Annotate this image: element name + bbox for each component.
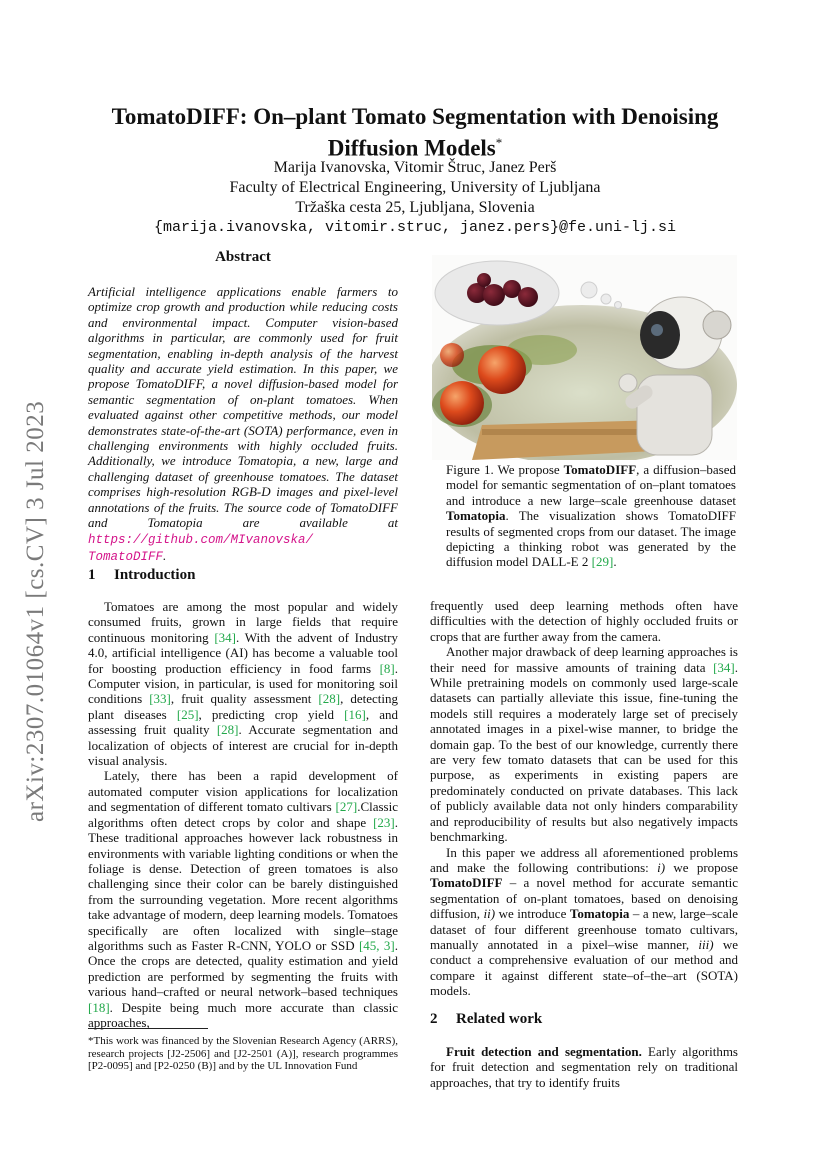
author-names: Marija Ivanovska, Vitomir Štruc, Janez Perš (273, 159, 557, 176)
arxiv-identifier: arXiv:2307.01064v1 [cs.CV] 3 Jul 2023 (22, 400, 49, 822)
citation-link[interactable]: [34] (713, 659, 735, 675)
abstract-body: Artificial intelligence applications enable farmers to optimize crop growth and production while reducing costs and environmental impact. Computer vision-based algorithms in particular, are commonly used for fruit segmentation, enabling in-depth analysis of the harvest quality and accurate yield estimation. In this paper, we propose TomatoDIFF, a novel diffusion-based model for semantic segmentation of on-plant tomatoes. When evaluated against other competitive methods, our model demonstrates state-of-the-art (SOTA) performance, even in challenging environments with highly occluded fruits. Additionally, we introduce Tomatopia, a new, large and challenging dataset of greenhouse tomatoes. The dataset comprises high-resolution RGB-D images and pixel-level annotations of the fruits. The source code of TomatoDIFF and Tomatopia are available at (88, 284, 398, 531)
citation-link[interactable]: [18] (88, 999, 110, 1015)
paper-title (80, 104, 750, 162)
intro-paragraph: Lately, there has been a rapid development of automated computer vision applications for localization and segmentation of different tomato cultivars [27].Classic algorithms often detect crops by color and shape [23]. These traditional approaches however lack robustness in environments with variable lighting conditions or when the foliage is dense. Detection of green tomatoes is also challenging since their color can be barely distinguished from the surrounding vegetation. More recent algorithms take advantage of modern, deep learning models. Tomatoes specifically are often localized with single–stage algorithms such as Faster R-CNN, YOLO or SSD [45, 3]. Once the crops are detected, quality estimation and yield prediction are performed by segmenting the fruits with various hand–crafted or neural network–based techniques [18]. Despite being much more accurate than classic approaches, (88, 768, 398, 1030)
introduction-text (88, 599, 398, 1030)
title-footnote-mark: * (495, 135, 503, 150)
right-column-text (430, 598, 738, 999)
section-heading-related-work: 2 Related work (430, 1011, 543, 1027)
figure-1-image (432, 255, 737, 460)
tomato-shape (478, 346, 526, 394)
abstract-heading: Abstract (215, 249, 271, 265)
citation-link[interactable]: [33] (149, 691, 171, 707)
tomato-shape (440, 343, 464, 367)
citation-link[interactable]: [8] (379, 660, 395, 676)
citation-link[interactable]: [23] (373, 814, 395, 830)
citation-link[interactable]: [16] (344, 706, 366, 722)
abstract-text: Artificial intelligence applications enable farmers to optimize crop growth and production while reducing costs and environmental impact. Computer vision-based algorithms in particular, are commonly used for fruit segmentation, enabling in-depth analysis of the harvest quality and accurate yield estimation. In this paper, we propose TomatoDIFF, a novel diffusion-based model for semantic segmentation of on-plant tomatoes. When evaluated against other competitive methods, our model demonstrates state-of-the-art (SOTA) performance, even in challenging environments with highly occluded fruits. Additionally, we introduce Tomatopia, a new, large and challenging dataset of greenhouse tomatoes. The dataset comprises high-resolution RGB-D images and pixel-level annotations of the fruits. The source code of TomatoDIFF and Tomatopia are available at https://github.com/MIvanovska/ TomatoDIFF. (88, 284, 398, 564)
tomato-shape (440, 381, 484, 425)
footnote-rule (88, 1028, 208, 1029)
thinking-robot-illustration (432, 255, 737, 460)
figure-1-caption: Figure 1. We propose TomatoDIFF, a diffusion–based model for semantic segmentation of on–plant tomatoes and introduce a new large–scale greenhouse dataset Tomatopia. The visualization shows TomatoDIFF results of segmented crops from our dataset. The image depicting a thinking robot was generated by the diffusion model DALL-E 2 [29]. (446, 462, 736, 570)
citation-link[interactable]: [34] (214, 629, 237, 645)
citation-link[interactable]: [25] (176, 706, 199, 722)
citation-link[interactable]: [28] (216, 722, 239, 738)
title-line-1: TomatoDIFF: On–plant Tomato Segmentation with Denoising (111, 104, 719, 129)
section-heading-introduction: 1 Introduction (88, 567, 196, 583)
citation-link[interactable]: [29] (591, 554, 614, 570)
author-address: Tržaška cesta 25, Ljubljana, Slovenia (295, 199, 535, 216)
code-link[interactable]: https://github.com/MIvanovska/ TomatoDIFF (88, 532, 314, 564)
body-paragraph: frequently used deep learning methods often have difficulties with the detection of highly occluded fruits or crops that are further away from the camera. (430, 598, 738, 644)
author-block (120, 158, 710, 238)
body-paragraph: Fruit detection and segmentation. Early algorithms for fruit detection and segmentation rely on traditional approaches, that try to identify fruits (430, 1044, 738, 1090)
author-affiliation: Faculty of Electrical Engineering, University of Ljubljana (229, 179, 601, 196)
footnote: *This work was financed by the Slovenian Research Agency (ARRS), research projects [J2-2506] and [J2-2501 (A)], research programmes [P2-0095] and [P2-0250 (B)] and by the UL Innovation Fund (88, 1035, 398, 1072)
body-paragraph: Another major drawback of deep learning approaches is their need for massive amounts of training data [34]. While pretraining models on commonly used large-scale datasets can partially alleviate this issue, fine-tuning the models still requires a moderately large set of precisely annotated images in a pixel-wise manner, to bridge the domain gap. To the best of our knowledge, currently there are very few tomato datasets that can be used for this purpose, as experiments in existing papers are predominately conducted on private databases. This lack of publicly available data not only hinders comparability and reproducibility of results but also negatively impacts benchmarking. (430, 644, 738, 845)
contributions-paragraph: In this paper we address all aforementioned problems and make the following contributions: i) we propose TomatoDIFF – a novel method for accurate semantic segmentation of on-plant tomatoes, based on denoising diffusion, ii) we introduce Tomatopia – a new, large–scale dataset of four different greenhouse tomato cultivars, manually annotated in a pixel–wise manner, iii) we conduct a comprehensive evaluation of our method and compare it against different state–of–the–art (SOTA) models. (430, 844, 738, 999)
author-emails: {marija.ivanovska, vitomir.struc, janez.pers}@fe.uni-lj.si (153, 219, 677, 236)
title-line-2: Diffusion Models (327, 135, 496, 161)
citation-link[interactable]: [28] (318, 691, 341, 707)
citation-link[interactable]: [45, 3] (358, 937, 395, 953)
intro-paragraph: Tomatoes are among the most popular and widely consumed fruits, grown in large fields that require continuous monitoring [34]. With the advent of Industry 4.0, artificial intelligence (AI) has become a valuable tool for boosting production efficiency in food farms [8]. Computer vision, in particular, is used for monitoring soil conditions [33], fruit quality assessment [28], detecting plant diseases [25], predicting crop yield [16], and assessing fruit quality [28]. Accurate segmentation and localization of objects of interest are crucial for in-depth visual analysis. (88, 599, 398, 769)
citation-link[interactable]: [27] (335, 799, 358, 815)
related-work-text (430, 1044, 738, 1090)
